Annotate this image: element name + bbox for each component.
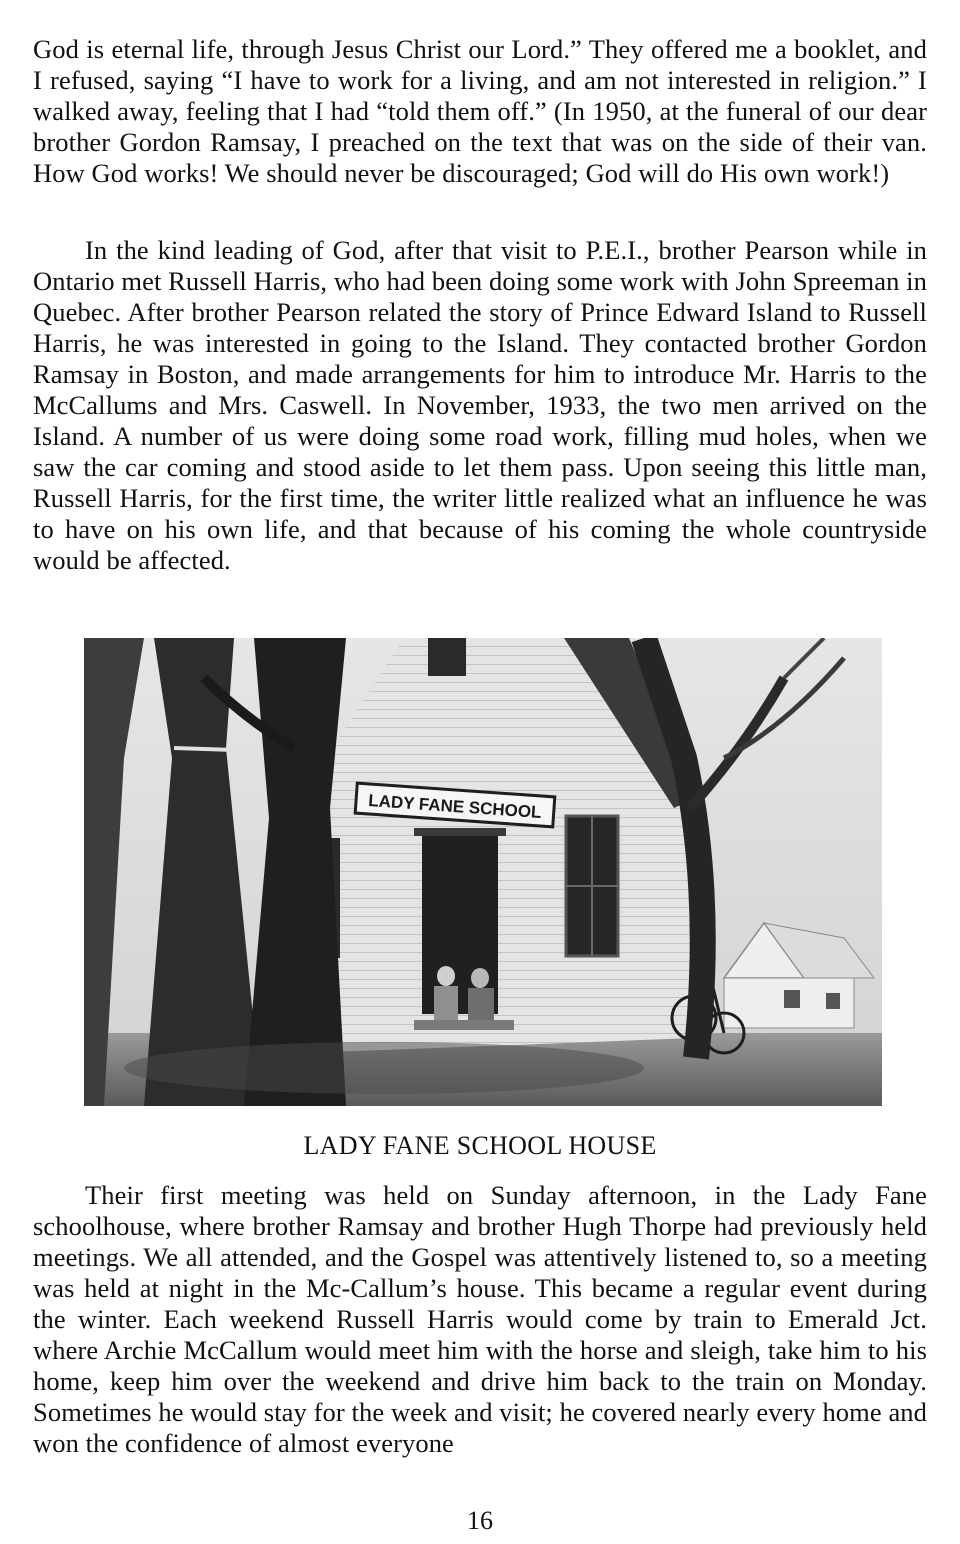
school-sign-text: LADY FANE SCHOOL <box>367 790 543 823</box>
body-paragraph-2: In the kind leading of God, after that visit to P.E.I., brother Pearson while in Ontario met Russell Harris, who had been doing some work with John Spreeman in Quebec. After brother Pearson related the story of Prince Edward Island to Russell Harris, he was interested in going to the Island. They contacted brother Gordon Ramsay in Boston, and made arrangements for him to introduce Mr. Harris to the McCallums and Mrs. Caswell. In November, 1933, the two men arrived on the Island. A number of us were doing some road work, filling mud holes, when we saw the car coming and stood aside to let them pass. Upon seeing this little man, Russell Harris, for the first time, the writer little realized what an influence he was to have on his own life, and that because of his coming the whole countryside would be affected. <box>33 235 927 575</box>
page-number: 16 <box>467 1506 493 1535</box>
body-paragraph-3: Their first meeting was held on Sunday afternoon, in the Lady Fane schoolhouse, where brother Ramsay and brother Hugh Thorpe had previously held meetings. We all attended, and the Gospel was attentively listened to, so a meeting was held at night in the Mc-Callum’s house. This became a regular event during the winter. Each weekend Russell Harris would come by train to Emerald Jct. where Archie McCallum would meet him with the horse and sleigh, take him to his home, keep him over the weekend and drive him back to the train on Monday. Sometimes he would stay for the week and visit; he covered nearly every home and won the confidence of almost everyone <box>33 1180 928 1458</box>
schoolhouse-photo <box>84 638 882 1106</box>
body-paragraph-1: God is eternal life, through Jesus Christ our Lord.” They offered me a booklet, and I refused, saying “I have to work for a living, and am not interested in religion.” I walked away, feeling that I had “told them off.” (In 1950, at the funeral of our dear brother Gordon Ramsay, I preached on the text that was on the side of their van. How God works! We should never be discouraged; God will do His own work!) <box>33 34 927 188</box>
photo-caption: LADY FANE SCHOOL HOUSE <box>303 1131 657 1160</box>
